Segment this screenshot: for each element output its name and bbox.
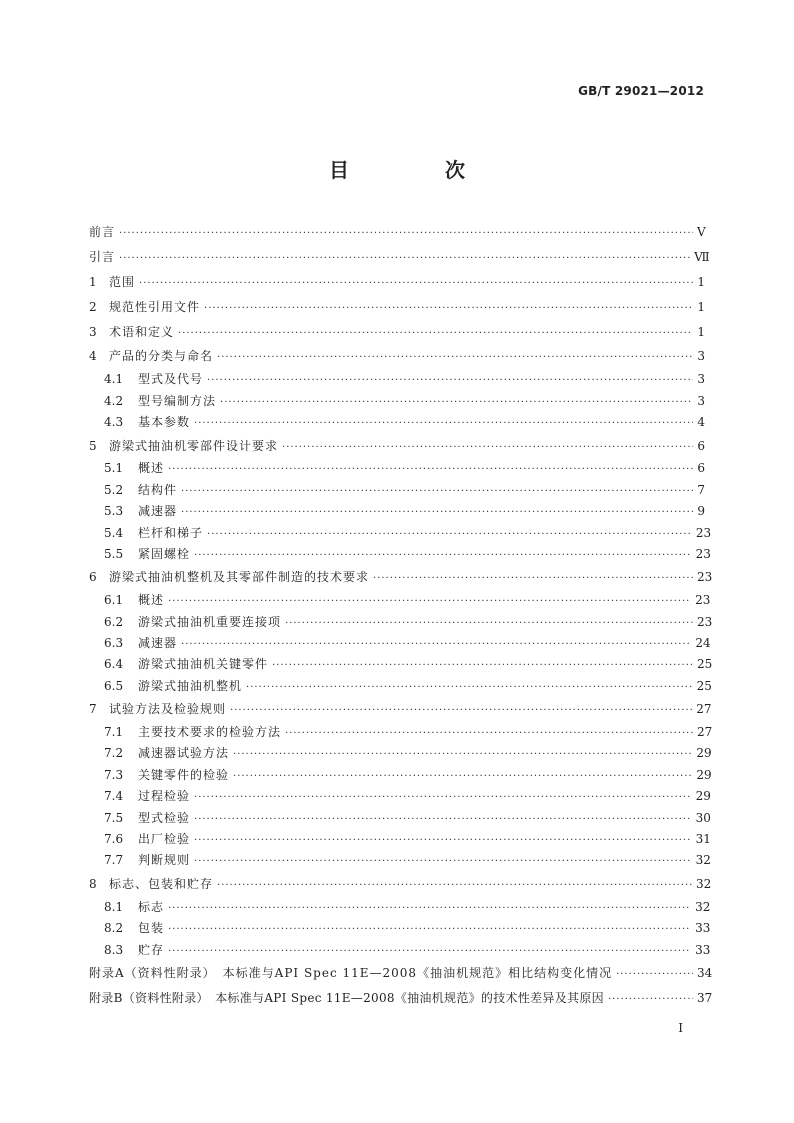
leader-dots (616, 963, 693, 988)
toc-entry-8-2[interactable] (89, 918, 711, 939)
toc-entry-5-4[interactable] (89, 523, 712, 544)
leader-dots (178, 322, 693, 347)
leader-dots (217, 346, 693, 371)
toc-entry-7-1[interactable] (89, 722, 713, 743)
page-title: 目 次 (329, 158, 503, 182)
toc-entry-label: 附录A（资料性附录） 本标准与API Spec 11E—2008《抽油机规范》相比结构变化情况 (89, 965, 613, 980)
leader-dots (181, 481, 693, 502)
table-of-contents (89, 220, 713, 1011)
leader-dots (168, 591, 691, 612)
toc-entry-page: 1 (697, 274, 705, 289)
toc-entry-number: 1 (89, 274, 97, 289)
toc-entry-number: 7.2 (104, 746, 124, 761)
toc-entry-7-5[interactable] (89, 808, 711, 829)
toc-entry-3[interactable] (89, 320, 705, 345)
toc-entry-label: 术语和定义 (109, 324, 175, 339)
toc-entry-page: 3 (697, 349, 705, 364)
toc-entry-introduction[interactable] (89, 245, 710, 270)
toc-entry-number: 2 (89, 299, 97, 314)
leader-dots (282, 436, 693, 461)
leader-dots (272, 655, 693, 676)
toc-entry-page: 34 (697, 965, 713, 980)
toc-entry-page: 25 (697, 657, 713, 672)
toc-entry-label: 减速器 (138, 636, 178, 651)
toc-entry-page: 32 (695, 899, 711, 914)
toc-entry-8[interactable] (89, 872, 712, 897)
toc-entry-appendix-b[interactable] (89, 986, 713, 1011)
toc-entry-label: 紧固螺栓 (138, 546, 191, 561)
toc-entry-number: 7 (89, 702, 97, 717)
leader-dots (246, 677, 693, 698)
toc-entry-number: 8.3 (104, 942, 124, 957)
leader-dots (181, 634, 691, 655)
toc-entry-number: 7.7 (104, 853, 124, 868)
toc-entry-label: 关键零件的检验 (138, 767, 230, 782)
toc-entry-label: 减速器试验方法 (138, 746, 230, 761)
toc-entry-4[interactable] (89, 344, 705, 369)
toc-entry-number: 4.3 (104, 415, 124, 430)
leader-dots (207, 370, 693, 391)
toc-entry-page: Ⅴ (697, 225, 706, 239)
standard-code: GB/T 29021—2012 (578, 84, 704, 98)
toc-entry-7-7[interactable] (89, 850, 711, 871)
toc-entry-page: 24 (695, 636, 711, 651)
toc-entry-6-3[interactable] (89, 633, 711, 654)
toc-entry-page: 33 (695, 921, 711, 936)
toc-entry-label: 型式及代号 (138, 372, 204, 387)
toc-entry-label: 型式检验 (138, 810, 191, 825)
toc-entry-appendix-a[interactable] (89, 961, 713, 986)
toc-entry-label: 减速器 (138, 504, 178, 519)
leader-dots (194, 545, 692, 566)
toc-entry-number: 6.4 (104, 657, 124, 672)
toc-entry-number: 6.3 (104, 636, 124, 651)
toc-entry-6[interactable] (89, 565, 713, 590)
toc-entry-2[interactable] (89, 295, 705, 320)
leader-dots (217, 874, 692, 899)
toc-entry-label: 游梁式抽油机关键零件 (138, 657, 269, 672)
toc-entry-page: 29 (695, 789, 711, 804)
toc-entry-number: 7.1 (104, 725, 124, 740)
toc-entry-label: 规范性引用文件 (109, 299, 201, 314)
toc-entry-page: 27 (697, 725, 713, 740)
toc-entry-page: 30 (695, 810, 711, 825)
toc-entry-label: 标志 (138, 899, 165, 914)
toc-entry-number: 7.3 (104, 767, 124, 782)
toc-entry-label: 标志、包装和贮存 (109, 876, 214, 891)
toc-entry-page: 25 (696, 678, 712, 693)
leader-dots (194, 830, 692, 851)
toc-entry-foreword[interactable] (89, 220, 705, 245)
toc-entry-page: 7 (697, 482, 705, 497)
toc-entry-label: 过程检验 (138, 789, 191, 804)
toc-entry-number: 6.2 (104, 614, 124, 629)
toc-entry-5-2[interactable] (89, 480, 705, 501)
leader-dots (168, 898, 691, 919)
toc-entry-page: 23 (695, 546, 711, 561)
toc-entry-page: 31 (695, 832, 711, 847)
toc-entry-page: 3 (697, 372, 705, 387)
toc-entry-label: 游梁式抽油机零部件设计要求 (109, 438, 279, 453)
toc-entry-1[interactable] (89, 270, 705, 295)
toc-entry-page: 27 (696, 702, 712, 717)
leader-dots (119, 247, 690, 272)
toc-entry-number: 6.1 (104, 593, 124, 608)
toc-entry-5[interactable] (89, 434, 705, 459)
leader-dots (233, 744, 692, 765)
leader-dots (285, 723, 693, 744)
toc-entry-page: 32 (696, 876, 712, 891)
toc-entry-number: 5 (89, 438, 97, 453)
toc-entry-number: 5.4 (104, 525, 124, 540)
leader-dots (204, 297, 693, 322)
leader-dots (194, 413, 693, 434)
toc-entry-7-3[interactable] (89, 765, 712, 786)
toc-entry-page: 23 (697, 614, 713, 629)
toc-entry-page: 32 (695, 853, 711, 868)
toc-entry-6-2[interactable] (89, 612, 713, 633)
toc-entry-6-4[interactable] (89, 654, 713, 675)
leader-dots (119, 222, 693, 247)
leader-dots (220, 392, 693, 413)
page-number: I (678, 1021, 683, 1035)
toc-entry-number: 4 (89, 349, 97, 364)
toc-entry-7-6[interactable] (89, 829, 711, 850)
toc-entry-label: 出厂检验 (138, 832, 191, 847)
toc-entry-label: 试验方法及检验规则 (109, 702, 227, 717)
toc-entry-label: 栏杆和梯子 (138, 525, 204, 540)
toc-entry-number: 8 (89, 876, 97, 891)
toc-entry-6-1[interactable] (89, 590, 711, 611)
toc-entry-label: 概述 (138, 461, 165, 476)
toc-entry-number: 5.5 (104, 546, 124, 561)
leader-dots (608, 988, 693, 1013)
toc-entry-4-1[interactable] (89, 369, 705, 390)
toc-entry-7-4[interactable] (89, 786, 711, 807)
toc-entry-label: 型号编制方法 (138, 393, 217, 408)
leader-dots (233, 766, 692, 787)
toc-entry-label: 产品的分类与命名 (109, 349, 214, 364)
toc-entry-page: 29 (696, 746, 712, 761)
toc-entry-number: 5.1 (104, 461, 124, 476)
toc-entry-label: 前言 (89, 225, 116, 239)
toc-entry-page: 4 (697, 415, 705, 430)
leader-dots (194, 809, 692, 830)
toc-entry-label: 引言 (89, 249, 116, 264)
toc-entry-label: 附录B（资料性附录） 本标准与API Spec 11E—2008《抽油机规范》的技术性差异及其原因 (89, 990, 604, 1005)
toc-entry-5-3[interactable] (89, 501, 705, 522)
leader-dots (139, 272, 693, 297)
toc-entry-page: 6 (697, 438, 705, 453)
toc-entry-page: 23 (697, 570, 713, 585)
toc-entry-page: 3 (697, 393, 705, 408)
toc-entry-label: 游梁式抽油机整机 (138, 678, 243, 693)
toc-entry-page: 9 (697, 504, 705, 519)
leader-dots (168, 459, 693, 480)
toc-entry-7-2[interactable] (89, 743, 712, 764)
toc-entry-number: 8.2 (104, 921, 124, 936)
toc-entry-page: 33 (695, 942, 711, 957)
toc-entry-label: 游梁式抽油机整机及其零部件制造的技术要求 (109, 570, 370, 585)
leader-dots (181, 502, 693, 523)
leader-dots (168, 941, 691, 962)
toc-entry-label: 范围 (109, 274, 136, 289)
leader-dots (373, 567, 693, 592)
toc-entry-page: 1 (697, 299, 705, 314)
toc-entry-number: 5.2 (104, 482, 124, 497)
toc-entry-label: 包装 (138, 921, 165, 936)
toc-entry-page: 1 (697, 324, 705, 339)
toc-entry-number: 6 (89, 570, 97, 585)
toc-entry-label: 概述 (138, 593, 165, 608)
toc-entry-page: Ⅶ (694, 249, 710, 264)
leader-dots (230, 699, 692, 724)
toc-entry-5-5[interactable] (89, 544, 711, 565)
toc-entry-number: 4.1 (104, 372, 124, 387)
toc-entry-label: 判断规则 (138, 853, 191, 868)
toc-entry-page: 29 (696, 767, 712, 782)
toc-entry-number: 7.5 (104, 810, 124, 825)
toc-entry-label: 结构件 (138, 482, 178, 497)
toc-entry-8-3[interactable] (89, 940, 711, 961)
toc-entry-number: 5.3 (104, 504, 124, 519)
leader-dots (194, 787, 692, 808)
toc-entry-label: 游梁式抽油机重要连接项 (138, 614, 282, 629)
toc-entry-6-5[interactable] (89, 676, 712, 697)
toc-entry-number: 6.5 (104, 678, 124, 693)
leader-dots (285, 613, 693, 634)
toc-entry-4-3[interactable] (89, 412, 705, 433)
toc-entry-page: 37 (697, 990, 713, 1005)
toc-entry-number: 7.4 (104, 789, 124, 804)
toc-entry-7[interactable] (89, 697, 712, 722)
toc-entry-number: 4.2 (104, 393, 124, 408)
toc-entry-8-1[interactable] (89, 897, 711, 918)
toc-entry-label: 主要技术要求的检验方法 (138, 725, 282, 740)
leader-dots (207, 524, 692, 545)
toc-entry-5-1[interactable] (89, 458, 705, 479)
toc-entry-page: 23 (695, 525, 712, 540)
toc-entry-page: 23 (695, 593, 711, 608)
toc-entry-4-2[interactable] (89, 391, 705, 412)
toc-entry-number: 8.1 (104, 899, 124, 914)
toc-entry-label: 基本参数 (138, 415, 191, 430)
toc-entry-page: 6 (697, 461, 705, 476)
toc-entry-number: 7.6 (104, 832, 124, 847)
leader-dots (168, 919, 691, 940)
toc-entry-label: 贮存 (138, 942, 165, 957)
toc-entry-number: 3 (89, 324, 97, 339)
leader-dots (194, 851, 692, 872)
